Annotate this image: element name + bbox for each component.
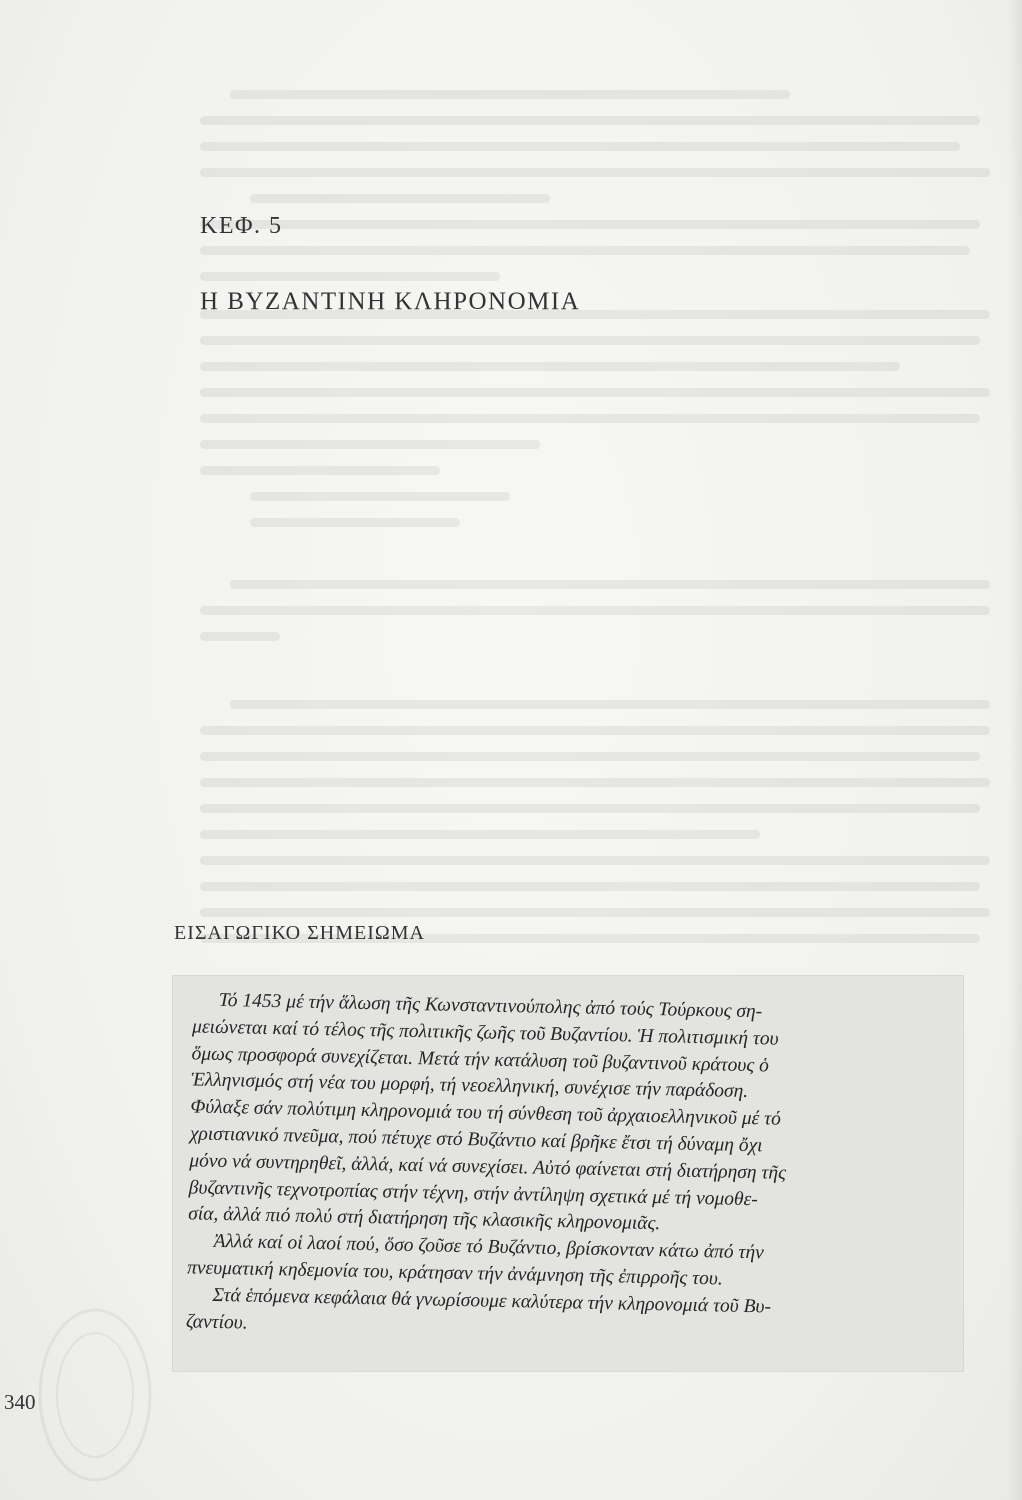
show-through-line (250, 194, 550, 203)
show-through-line (200, 440, 540, 449)
chapter-title: Η ΒΥΖΑΝΤΙΝΗ ΚΛΗΡΟΝΟΜΙΑ (200, 288, 581, 315)
show-through-line (200, 142, 960, 151)
show-through-line (200, 778, 990, 787)
show-through-line (200, 908, 990, 917)
note-line: Φύλαξε σάν πολύτιμη κληρονομιά του τή σύνθεση τοῦ ἀρχαιοελληνικοῦ μέ τό (190, 1096, 782, 1130)
show-through-line (200, 220, 980, 229)
introductory-note-text (168, 987, 965, 1352)
show-through-line (200, 414, 980, 423)
show-through-line (200, 168, 990, 177)
note-line: μόνο νά συντηρηθεῖ, ἀλλά, καί νά συνεχίσει. Αὐτό φαίνεται στή διατήρηση τῆς (189, 1150, 787, 1184)
show-through-line (230, 700, 990, 709)
note-line: Στά ἑπόμενα κεφάλαια θά γνωρίσουμε καλύτερα τήν κληρονομιά τοῦ Βυ- (212, 1284, 772, 1318)
show-through-line (230, 580, 990, 589)
show-through-line (200, 856, 990, 865)
show-through-line (200, 804, 980, 813)
chapter-label: ΚΕΦ. 5 (200, 213, 283, 239)
stamp-shadow-graphic (30, 1300, 160, 1490)
note-line: Τό 1453 μέ τήν ἅλωση τῆς Κωνσταντινούπολης ἀπό τούς Τούρκους ση- (218, 989, 763, 1023)
page-edge-shadow (1008, 0, 1022, 1500)
note-line: Ἀλλά καί οἱ λαοί πού, ὅσο ζοῦσε τό Βυζάντιο, βρίσκονταν κάτω ἀπό τήν (213, 1231, 765, 1264)
show-through-line (200, 336, 980, 345)
page-number: 340 (4, 1390, 36, 1414)
show-through-line (200, 752, 980, 761)
show-through-line (200, 272, 500, 281)
note-line: μειώνεται καί τό τέλος τῆς πολιτικῆς ζωῆς τοῦ Βυζαντίου. Ἡ πολιτισμική του (191, 1016, 779, 1050)
note-line: Ἑλληνισμός στή νέα του μορφή, τή νεοελληνική, συνέχισε τήν παράδοση. (190, 1069, 749, 1103)
note-line: χριστιανικό πνεῦμα, πού πέτυχε στό Βυζάντιο καί βρῆκε ἔτσι τή δύναμη ὄχι (189, 1123, 763, 1157)
show-through-line (230, 90, 790, 99)
show-through-line (200, 882, 980, 891)
show-through-line (200, 830, 760, 839)
show-through-line (200, 632, 280, 641)
note-line: ζαντίου. (185, 1310, 248, 1334)
show-through-line (200, 606, 990, 615)
show-through-background (190, 70, 1010, 970)
note-line: πνευματική κηδεμονία του, κράτησαν τήν ἀνάμνηση τῆς ἐπιρροῆς του. (186, 1257, 723, 1290)
show-through-line (200, 362, 900, 371)
show-through-line (250, 492, 510, 501)
show-through-line (200, 388, 990, 397)
note-line: σία, ἀλλά πιό πολύ στή διατήρηση τῆς κλασικῆς κληρονομιᾶς. (188, 1203, 661, 1235)
show-through-line (250, 518, 460, 527)
show-through-line (200, 246, 970, 255)
show-through-line (200, 726, 990, 735)
note-line: ὅμως προσφορά συνεχίζεται. Μετά τήν κατάλυση τοῦ βυζαντινοῦ κράτους ὁ (191, 1042, 770, 1077)
note-line: βυζαντινῆς τεχνοτροπίας στήν τέχνη, στήν ἀντίληψη σχετικά μέ τή νομοθε- (188, 1176, 759, 1210)
show-through-line (200, 116, 980, 125)
show-through-line (200, 466, 440, 475)
section-heading: ΕΙΣΑΓΩΓΙΚΟ ΣΗΜΕΙΩΜΑ (174, 922, 425, 944)
